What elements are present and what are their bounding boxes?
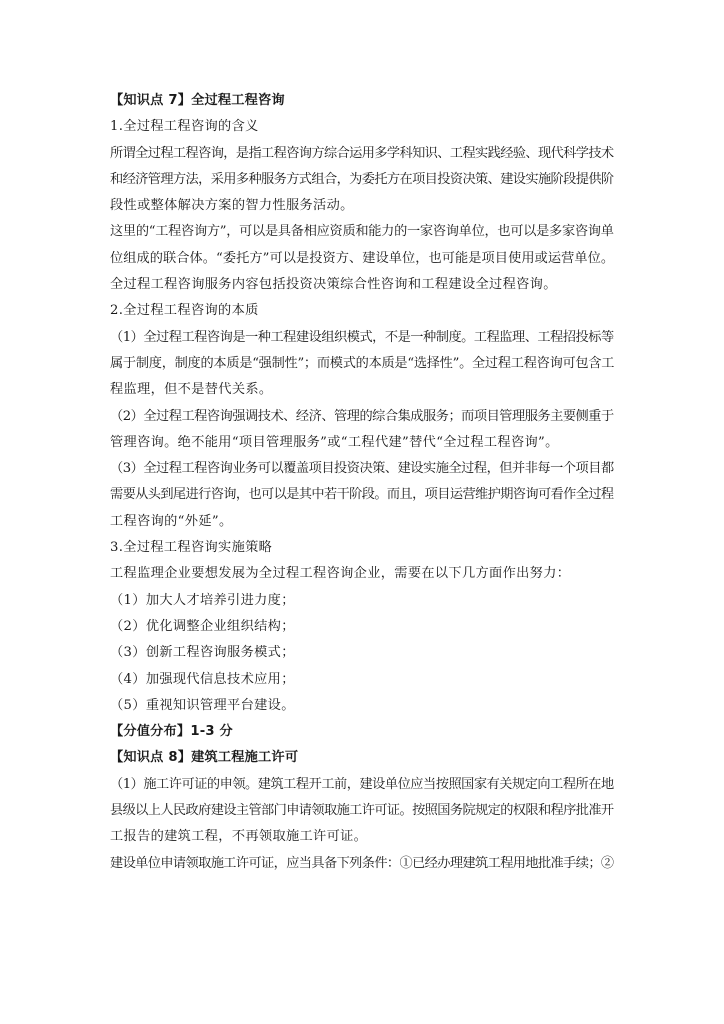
list-item: （3）创新工程咨询服务模式；	[110, 645, 295, 661]
list-item: （4）加强现代信息技术应用；	[110, 671, 295, 687]
paragraph-line: 这里的“工程咨询方”，可以是具备相应资质和能力的一家咨询单位，也可以是多家咨询单	[110, 224, 614, 240]
paragraph-line: 工报告的建筑工程，不再领取施工许可证。	[110, 829, 368, 845]
paragraph-line: 段性或整体解决方案的智力性服务活动。	[110, 198, 354, 214]
subsection-title-1: 1.全过程工程咨询的含义	[110, 119, 259, 135]
paragraph-line: 工程监理企业要想发展为全过程工程咨询企业，需要在以下几方面作出努力：	[110, 566, 571, 582]
section-heading-7: 【知识点 7】全过程工程咨询	[110, 93, 285, 108]
list-item: （2）优化调整企业组织结构；	[110, 618, 295, 634]
section-heading-8: 【知识点 8】建筑工程施工许可	[110, 750, 299, 766]
paragraph-line: 县级以上人民政府建设主管部门申请领取施工许可证。按照国务院规定的权限和程序批准开	[110, 803, 614, 819]
paragraph-line: 管理咨询。绝不能用“项目管理服务”或“工程代建”替代“全过程工程咨询”。	[110, 434, 559, 450]
paragraph-line: 程监理，但不是替代关系。	[110, 382, 273, 398]
list-item: （1）加大人才培养引进力度；	[110, 592, 295, 608]
document-page	[110, 92, 616, 881]
paragraph-line: 属于制度，制度的本质是“强制性”；而模式的本质是“选择性”。全过程工程咨询可包含工	[110, 355, 615, 371]
paragraph-line: （1）施工许可证的申领。建筑工程开工前，建设单位应当按照国家有关规定向工程所在地	[110, 776, 614, 792]
paragraph-line: （2）全过程工程咨询强调技术、经济、管理的综合集成服务；而项目管理服务主要侧重于	[110, 408, 614, 424]
paragraph-line: 工程咨询的“外延”。	[110, 513, 233, 529]
paragraph-line: 所谓全过程工程咨询，是指工程咨询方综合运用多学科知识、工程实践经验、现代科学技术	[110, 145, 614, 161]
paragraph-line: （3）全过程工程咨询业务可以覆盖项目投资决策、建设实施全过程，但并非每一个项目都	[110, 461, 614, 477]
subsection-title-3: 3.全过程工程咨询实施策略	[110, 540, 273, 556]
paragraph-line: 全过程工程咨询服务内容包括投资决策综合性咨询和工程建设全过程咨询。	[110, 277, 557, 293]
score-distribution: 【分值分布】1-3 分	[110, 724, 233, 740]
paragraph-line: 需要从头到尾进行咨询，也可以是其中若干阶段。而且，项目运营维护期咨询可看作全过程	[110, 487, 614, 503]
paragraph-line: （1）全过程工程咨询是一种工程建设组织模式，不是一种制度。工程监理、工程招投标等	[110, 329, 614, 345]
paragraph-line: 位组成的联合体。“委托方”可以是投资方、建设单位，也可能是项目使用或运营单位。	[110, 250, 615, 266]
paragraph-line: 和经济管理方法，采用多种服务方式组合，为委托方在项目投资决策、建设实施阶段提供阶	[110, 171, 614, 187]
list-item: （5）重视知识管理平台建设。	[110, 697, 295, 713]
paragraph-line: 建设单位申请领取施工许可证，应当具备下列条件：①已经办理建筑工程用地批准手续；②	[110, 855, 614, 871]
subsection-title-2: 2.全过程工程咨询的本质	[110, 303, 259, 319]
